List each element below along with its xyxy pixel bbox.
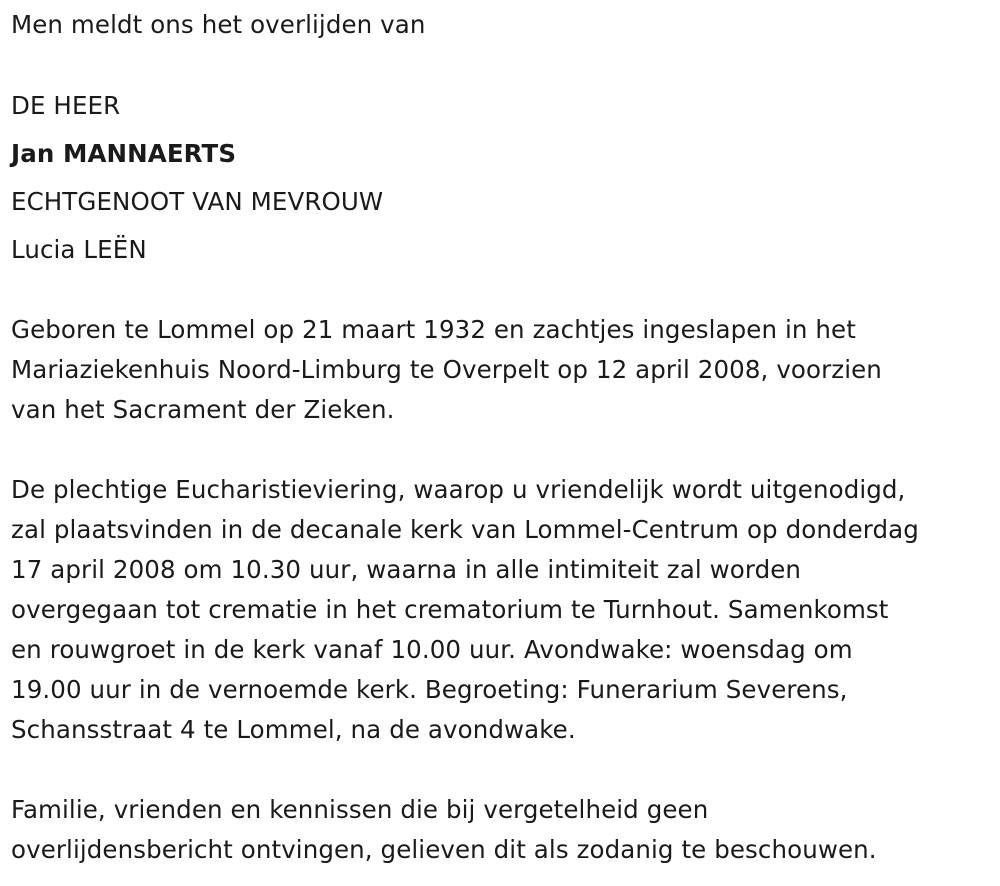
paragraph-line: overgegaan tot crematie in het crematorium te Turnhout. Samenkomst bbox=[11, 595, 889, 624]
paragraph-line: overlijdensbericht ontvingen, gelieven dit als zodanig te beschouwen. bbox=[11, 835, 877, 864]
paragraph-line: Schansstraat 4 te Lommel, na de avondwake. bbox=[11, 715, 576, 744]
paragraph-line: 17 april 2008 om 10.30 uur, waarna in alle intimiteit zal worden bbox=[11, 555, 802, 584]
paragraph-line: van het Sacrament der Zieken. bbox=[11, 395, 395, 424]
title-text: DE HEER bbox=[11, 91, 121, 120]
paragraph-line: zal plaatsvinden in de decanale kerk van Lommel-Centrum op donderdag bbox=[11, 515, 919, 544]
spouse-name: Lucia LEËN bbox=[11, 235, 147, 264]
paragraph-line: Mariaziekenhuis Noord-Limburg te Overpelt op 12 april 2008, voorzien bbox=[11, 355, 882, 384]
paragraph-line: 19.00 uur in de vernoemde kerk. Begroeting: Funerarium Severens, bbox=[11, 675, 848, 704]
paragraph-line: Familie, vrienden en kennissen die bij vergetelheid geen bbox=[11, 795, 709, 824]
deceased-name: Jan MANNAERTS bbox=[11, 139, 237, 168]
intro-text: Men meldt ons het overlijden van bbox=[11, 10, 426, 39]
spouse-label: ECHTGENOOT VAN MEVROUW bbox=[11, 187, 384, 216]
paragraph-line: De plechtige Eucharistieviering, waarop u vriendelijk wordt uitgenodigd, bbox=[11, 475, 906, 504]
paragraph-line: Geboren te Lommel op 21 maart 1932 en zachtjes ingeslapen in het bbox=[11, 315, 856, 344]
paragraph-line: en rouwgroet in de kerk vanaf 10.00 uur. Avondwake: woensdag om bbox=[11, 635, 853, 664]
